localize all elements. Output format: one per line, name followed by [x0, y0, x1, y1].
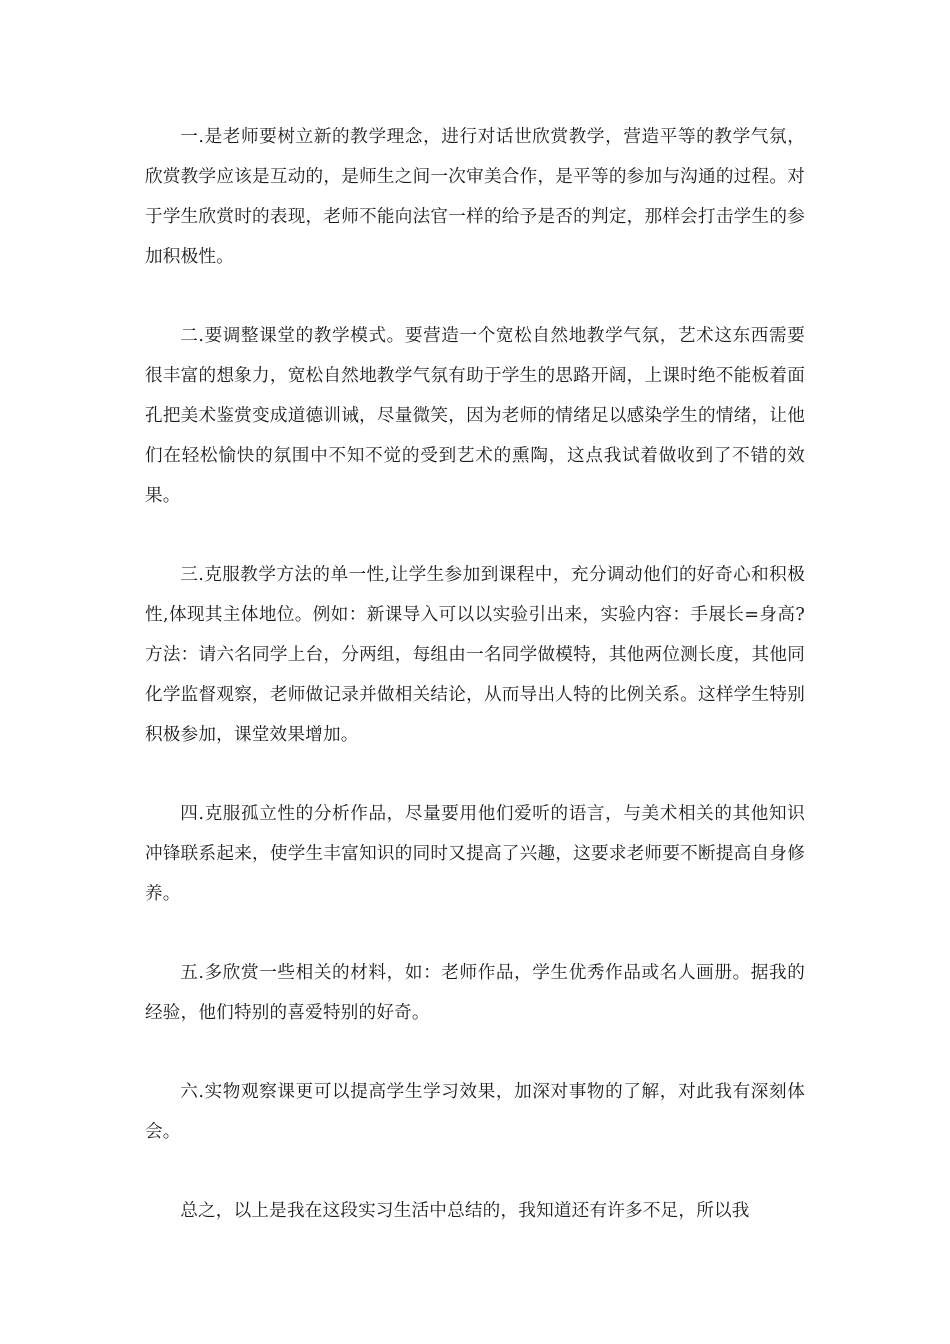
- paragraph-6: 六.实物观察课更可以提高学生学习效果，加深对事物的了解，对此我有深刻体会。: [145, 1082, 805, 1142]
- paragraph-1: 一.是老师要树立新的教学理念，进行对话世欣赏教学，营造平等的教学气氛，欣赏教学应该是互动的，是师生之间一次审美合作，是平等的参加与沟通的过程。对于学生欣赏时的表现，老师不能向法官一样的给予是否的判定，那样会打击学生的参加积极性。: [145, 127, 805, 267]
- paragraph-4: 四.克服孤立性的分析作品，尽量要用他们爱听的语言，与美术相关的其他知识冲锋联系起来，使学生丰富知识的同时又提高了兴趣，这要求老师要不断提高自身修养。: [145, 804, 805, 904]
- paragraph-2: 二.要调整课堂的教学模式。要营造一个宽松自然地教学气氛，艺术这东西需要很丰富的想象力，宽松自然地教学气氛有助于学生的思路开阔，上课时绝不能板着面孔把美术鉴赏变成道德训诫，尽量微笑，因为老师的情绪足以感染学生的情绪，让他们在轻松愉快的氛围中不知不觉的受到艺术的熏陶，这点我试着做收到了不错的效果。: [145, 326, 805, 506]
- document-body: [145, 117, 805, 1270]
- paragraph-3: 三.克服教学方法的单一性,让学生参加到课程中，充分调动他们的好奇心和积极性,体现其主体地位。例如：新课导入可以以实验引出来，实验内容：手展长=身高?方法：请六名同学上台，分两组，每组由一名同学做模特，其他两位测长度，其他同化学监督观察，老师做记录并做相关结论，从而导出人特的比例关系。这样学生特别积极参加，课堂效果增加。: [145, 565, 805, 745]
- paragraph-5: 五.多欣赏一些相关的材料，如：老师作品，学生优秀作品或名人画册。据我的经验，他们特别的喜爱特别的好奇。: [145, 963, 805, 1023]
- paragraph-7: 总之，以上是我在这段实习生活中总结的，我知道还有许多不足，所以我: [180, 1201, 750, 1221]
